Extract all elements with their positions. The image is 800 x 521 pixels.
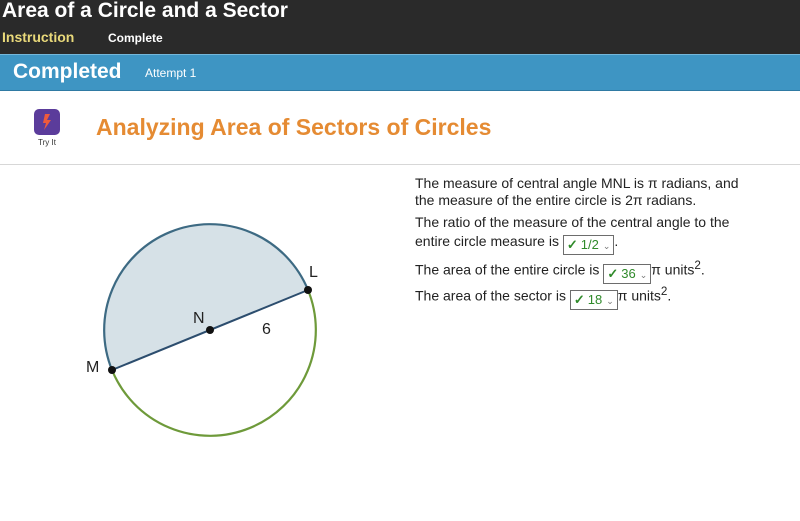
status-label: Completed (13, 60, 122, 83)
ratio-prompt: entire circle measure is (415, 233, 559, 249)
activity-header (0, 91, 800, 165)
label-l: L (309, 264, 318, 281)
sector-area-exponent: 2 (660, 285, 668, 298)
sector-area-units: π units (617, 287, 661, 304)
ratio-period: . (614, 233, 619, 249)
circle-area-exponent: 2 (694, 259, 701, 272)
circle-area-prompt: The area of the entire circle is (415, 261, 600, 278)
chevron-down-icon: ⌄ (602, 241, 611, 251)
status-bar (0, 54, 800, 91)
label-m: M (86, 359, 100, 376)
sector-area-value: 18 (587, 291, 603, 307)
check-icon: ✓ (607, 265, 619, 281)
circle-area-units: π units (651, 261, 695, 278)
chevron-down-icon: ⌄ (606, 295, 614, 306)
try-it-label: Try It (38, 138, 56, 147)
attempt-label: Attempt 1 (145, 66, 197, 80)
tab-complete[interactable]: Complete (108, 31, 163, 45)
point-n (206, 326, 214, 334)
problem-line-5 (415, 259, 705, 284)
problem-line-2: the measure of the entire circle is 2π radians. (415, 192, 697, 208)
lesson-title: Area of a Circle and a Sector (2, 0, 288, 22)
check-icon: ✓ (573, 291, 585, 307)
label-radius: 6 (262, 321, 271, 338)
circle-area-value: 36 (621, 265, 636, 281)
circle-area-period: . (700, 261, 705, 278)
ratio-dropdown[interactable] (563, 235, 615, 255)
check-icon: ✓ (566, 237, 578, 252)
point-l (304, 286, 312, 294)
problem-line-3: The ratio of the measure of the central angle to the (415, 214, 730, 230)
ratio-value: 1/2 (580, 237, 599, 252)
try-it-icon (34, 109, 60, 135)
circle-diagram (0, 166, 400, 521)
label-n: N (193, 310, 205, 327)
circle-area-dropdown[interactable] (603, 264, 651, 284)
sector-area-prompt: The area of the sector is (415, 287, 566, 304)
activity-title: Analyzing Area of Sectors of Circles (96, 114, 492, 140)
problem-line-6 (415, 285, 671, 310)
problem-line-4 (415, 233, 618, 255)
problem-line-1: The measure of central angle MNL is π radians, and (415, 175, 739, 191)
sector-area-dropdown[interactable] (570, 290, 618, 310)
top-bar (0, 0, 800, 54)
sector-area-period: . (667, 287, 672, 304)
chevron-down-icon: ⌄ (639, 269, 648, 280)
point-m (108, 366, 116, 374)
sector-region (104, 224, 308, 370)
tab-instruction[interactable]: Instruction (2, 29, 75, 45)
